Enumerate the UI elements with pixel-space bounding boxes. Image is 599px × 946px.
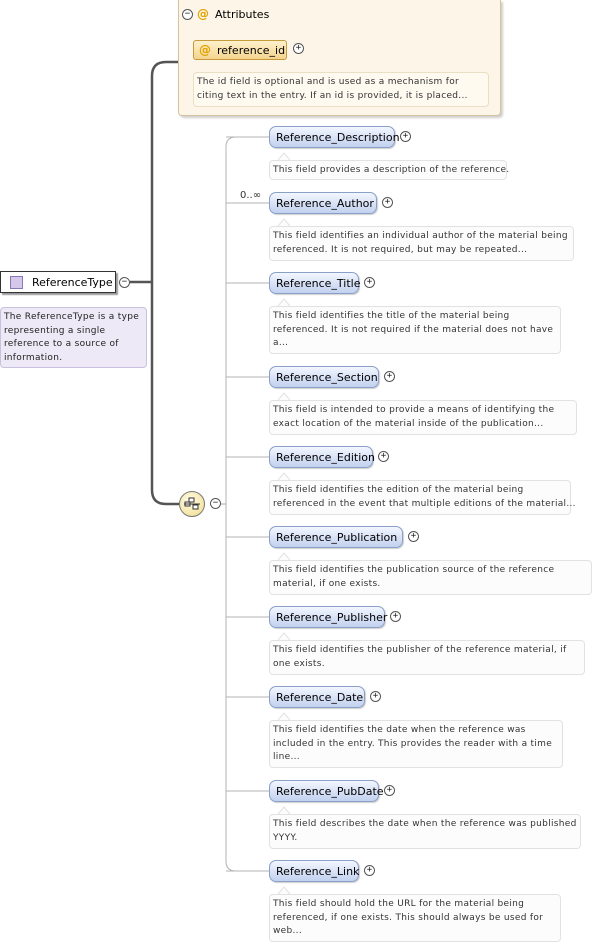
- at-sign-icon: @: [199, 43, 211, 57]
- element-description: This field identifies the publication source of the reference material, if one exists.: [269, 560, 592, 595]
- expand-element-icon[interactable]: +: [364, 865, 375, 876]
- collapse-attributes-icon[interactable]: −: [182, 9, 193, 20]
- element-description: This field should hold the URL for the material being referenced, if one exists. This should always be used for web...: [269, 894, 561, 942]
- at-sign-icon: @: [197, 7, 209, 21]
- attribute-description: The id field is optional and is used as a mechanism for citing text in the entry. If an id is provided, it is placed...: [193, 72, 489, 107]
- expand-element-icon[interactable]: +: [408, 531, 419, 542]
- element-description: This field provides a description of the reference.: [269, 160, 507, 180]
- expand-element-icon[interactable]: +: [384, 785, 395, 796]
- element-description: This field identifies the title of the material being referenced. It is not required if the material does not have a...: [269, 306, 561, 354]
- expand-element-icon[interactable]: +: [364, 277, 375, 288]
- attribute-name: reference_id: [217, 43, 286, 57]
- expand-element-icon[interactable]: +: [382, 197, 393, 208]
- sequence-compositor-icon[interactable]: [179, 491, 205, 517]
- element-reference-edition[interactable]: [269, 446, 373, 468]
- element-description: This field describes the date when the reference was published YYYY.: [269, 814, 581, 849]
- element-reference-link[interactable]: [269, 860, 359, 882]
- expand-element-icon[interactable]: +: [378, 451, 389, 462]
- element-name: Reference_Edition: [276, 450, 375, 464]
- element-description: This field identifies the edition of the material being referenced in the event that multiple editions of the material...: [269, 480, 571, 515]
- element-reference-title[interactable]: [269, 272, 359, 294]
- element-reference-section[interactable]: [269, 366, 379, 388]
- element-reference-pubdate[interactable]: [269, 780, 384, 802]
- root-type-description: The ReferenceType is a type representing a single reference to a source of information.: [0, 307, 147, 368]
- attribute-reference-id[interactable]: [193, 40, 287, 60]
- element-name: Reference_Section: [276, 370, 378, 384]
- collapse-root-icon[interactable]: −: [119, 277, 130, 288]
- element-reference-publication[interactable]: [269, 526, 403, 548]
- element-name: Reference_Publisher: [276, 610, 388, 624]
- attributes-title: Attributes: [215, 7, 270, 21]
- element-reference-author[interactable]: [269, 192, 377, 214]
- expand-element-icon[interactable]: +: [390, 611, 401, 622]
- element-description: This field is intended to provide a means of identifying the exact location of the material inside of the publication...: [269, 400, 577, 435]
- element-name: Reference_Description: [276, 130, 400, 144]
- root-type-name: ReferenceType: [32, 275, 113, 289]
- attributes-group: [178, 0, 501, 116]
- element-name: Reference_Publication: [276, 530, 398, 544]
- element-name: Reference_Title: [276, 276, 361, 290]
- attributes-header: [182, 6, 269, 22]
- root-type-node[interactable]: [0, 271, 116, 293]
- collapse-sequence-icon[interactable]: −: [210, 498, 221, 509]
- complex-type-icon: [10, 276, 23, 289]
- element-name: Reference_Date: [276, 690, 364, 704]
- element-reference-date[interactable]: [269, 686, 365, 708]
- element-name: Reference_Author: [276, 196, 374, 210]
- element-name: Reference_PubDate: [276, 784, 384, 798]
- occurrence-label: 0..∞: [240, 190, 262, 201]
- element-description: This field identifies an individual author of the material being referenced. It is not required, but may be repeated...: [269, 226, 574, 261]
- element-reference-description[interactable]: [269, 126, 400, 148]
- expand-element-icon[interactable]: +: [370, 691, 381, 702]
- expand-element-icon[interactable]: +: [384, 371, 395, 382]
- expand-reference-id-icon[interactable]: +: [293, 43, 304, 54]
- element-reference-publisher[interactable]: [269, 606, 388, 628]
- expand-element-icon[interactable]: +: [400, 131, 411, 142]
- element-name: Reference_Link: [276, 864, 360, 878]
- element-description: This field identifies the date when the reference was included in the entry. This provides the reader with a time line...: [269, 720, 563, 768]
- element-description: This field identifies the publisher of the reference material, if one exists.: [269, 640, 585, 675]
